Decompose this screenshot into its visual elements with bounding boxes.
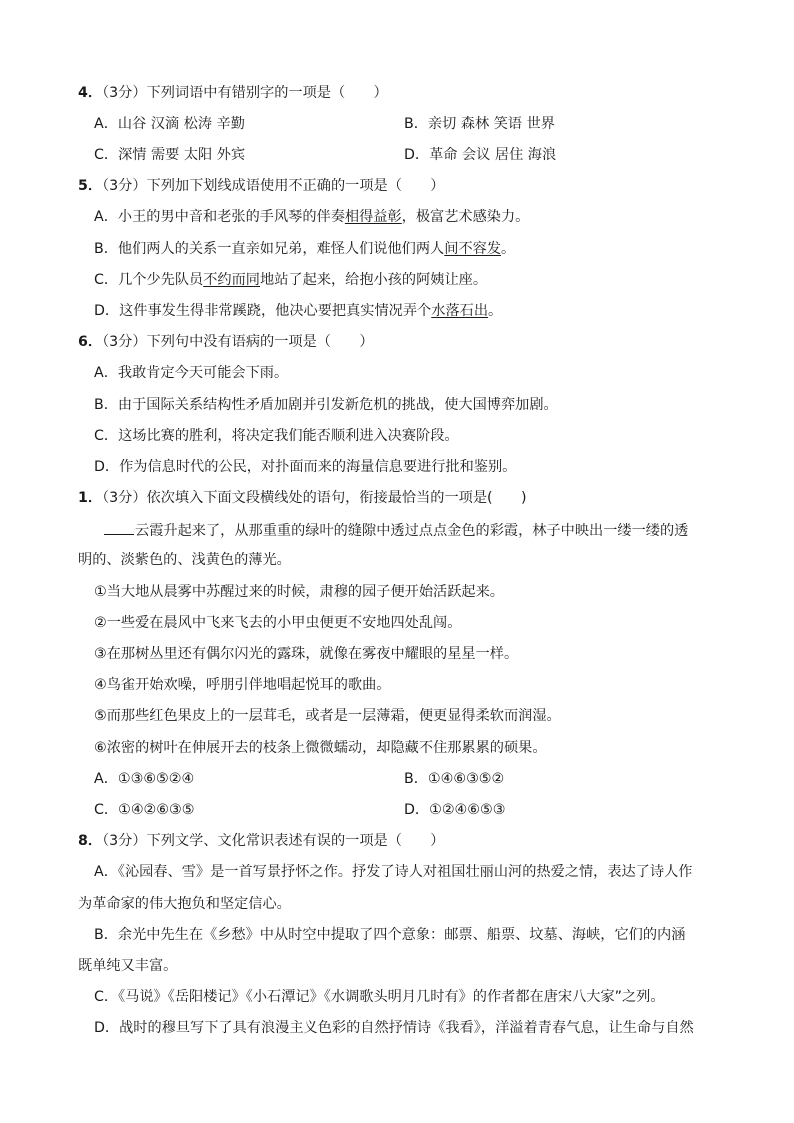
q4-option-b: B．亲切 森林 笑语 世界	[404, 116, 555, 132]
sentence-6: ⑥浓密的树叶在伸展开去的枝条上微微蠕动，却隐藏不住那累累的硕果。	[94, 740, 547, 756]
question-4-stem	[78, 84, 388, 102]
question-number: 5．	[78, 178, 103, 194]
q6-option-b: B．由于国际关系结构性矛盾加剧并引发新危机的挑战，使大国博弈加剧。	[94, 397, 558, 413]
underlined-idiom: 不约而同	[203, 272, 260, 288]
option-text: B．他们两人的关系一直亲如兄弟，难怪人们说他们两人	[94, 241, 445, 257]
sentence-3: ③在那树丛里还有偶尔闪光的露珠，就像在雾夜中耀眼的星星一样。	[94, 646, 519, 662]
q7-option-a: A．①③⑥⑤②④	[94, 771, 195, 787]
question-5-stem	[78, 177, 445, 195]
option-text: C．几个少先队员	[94, 272, 204, 288]
sentence-2: ②一些爱在晨风中飞来飞去的小甲虫便更不安地四处乱闯。	[94, 615, 462, 631]
q8-option-a-line-1: A．《沁园春、雪》是一首写景抒怀之作。抒发了诗人对祖国壮丽山河的热爱之情，表达了诗人作	[94, 864, 693, 880]
question-number: 1．	[78, 490, 103, 506]
q4-option-d: D．革命 会议 居住 海浪	[404, 147, 557, 163]
option-text: ，极富艺术感染力。	[401, 209, 530, 225]
underlined-idiom: 水落石出	[431, 303, 489, 319]
underlined-idiom: 相得益彰	[344, 209, 402, 225]
option-text: 。	[501, 241, 516, 257]
q4-option-a: A．山谷 汉滴 松涛 辛勤	[94, 116, 245, 132]
q7-option-c: C．①④②⑥③⑤	[94, 802, 195, 818]
question-text: （3分）下列句中没有语病的一项是（ ）	[102, 334, 374, 350]
q6-option-d: D．作为信息时代的公民，对扑面而来的海量信息要进行批和鉴别。	[94, 459, 517, 475]
q8-option-a-line-2: 为革命家的伟大抱负和坚定信心。	[78, 896, 291, 912]
q5-option-b	[94, 240, 515, 258]
q6-option-c: C．这场比赛的胜利，将决定我们能否顺利进入决赛阶段。	[94, 428, 459, 444]
passage-line-1	[104, 520, 688, 540]
q5-option-a	[94, 208, 529, 226]
question-number: 4．	[78, 85, 103, 101]
question-text: （3分）下列加下划线成语使用不正确的一项是（ ）	[102, 178, 445, 194]
q8-option-b-line-2: 既单纯又丰富。	[78, 958, 178, 974]
q8-option-b-line-1: B．余光中先生在《乡愁》中从时空中提取了四个意象：邮票、船票、坟墓、海峡，它们的内涵	[94, 927, 686, 943]
passage-text: 云霞升起来了，从那重重的绿叶的缝隙中透过点点金色的彩霞，林子中映出一缕一缕的透	[135, 523, 689, 539]
underlined-idiom: 间不容发	[444, 241, 502, 257]
option-text: D．这件事发生得非常蹊跷，他决心要把真实情况弄个	[94, 303, 432, 319]
q8-option-c: C．《马说》《岳阳楼记》《小石潭记》《水调歌头明月几时有》的作者都在唐宋八大家”之列。	[94, 989, 665, 1005]
fill-blank	[104, 520, 134, 535]
q6-option-a: A．我敢肯定今天可能会下雨。	[94, 365, 289, 381]
q5-option-d	[94, 302, 502, 320]
question-number: 8．	[78, 833, 103, 849]
q4-option-c: C．深情 需要 太阳 外宾	[94, 147, 246, 163]
q8-option-d-line-1: D．战时的穆旦写下了具有浪漫主义色彩的自然抒情诗《我看》，洋溢着青春气息，让生命与自然	[94, 1020, 694, 1036]
question-text: （3分）下列词语中有错别字的一项是（ ）	[102, 85, 388, 101]
sentence-4: ④鸟雀开始欢噪，呼朋引伴地唱起悦耳的歌曲。	[94, 677, 391, 693]
question-6-stem	[78, 333, 374, 351]
passage-line-2: 明的、淡紫色的、浅黄色的薄光。	[78, 552, 291, 568]
option-text: A．小王的男中音和老张的手风琴的伴奏	[94, 209, 345, 225]
sentence-5: ⑤而那些红色果皮上的一层茸毛，或者是一层薄霜，便更显得柔软而润湿。	[94, 708, 561, 724]
q7-option-b: B．①④⑥③⑤②	[404, 771, 505, 787]
q5-option-c	[94, 271, 487, 289]
question-8-stem	[78, 832, 445, 850]
question-7-stem	[78, 489, 527, 507]
sentence-1: ①当大地从晨雾中苏醒过来的时候，肃穆的园子便开始活跃起来。	[94, 584, 504, 600]
option-text: 。	[488, 303, 503, 319]
option-text: 地站了起来，给抱小孩的阿姨让座。	[260, 272, 488, 288]
q7-option-d: D．①②④⑥⑤③	[404, 802, 506, 818]
question-number: 6．	[78, 334, 103, 350]
question-text: （3分）依次填入下面文段横线处的语句，衔接最恰当的一项是( )	[102, 490, 527, 506]
question-text: （3分）下列文学、文化常识表述有误的一项是（ ）	[102, 833, 445, 849]
